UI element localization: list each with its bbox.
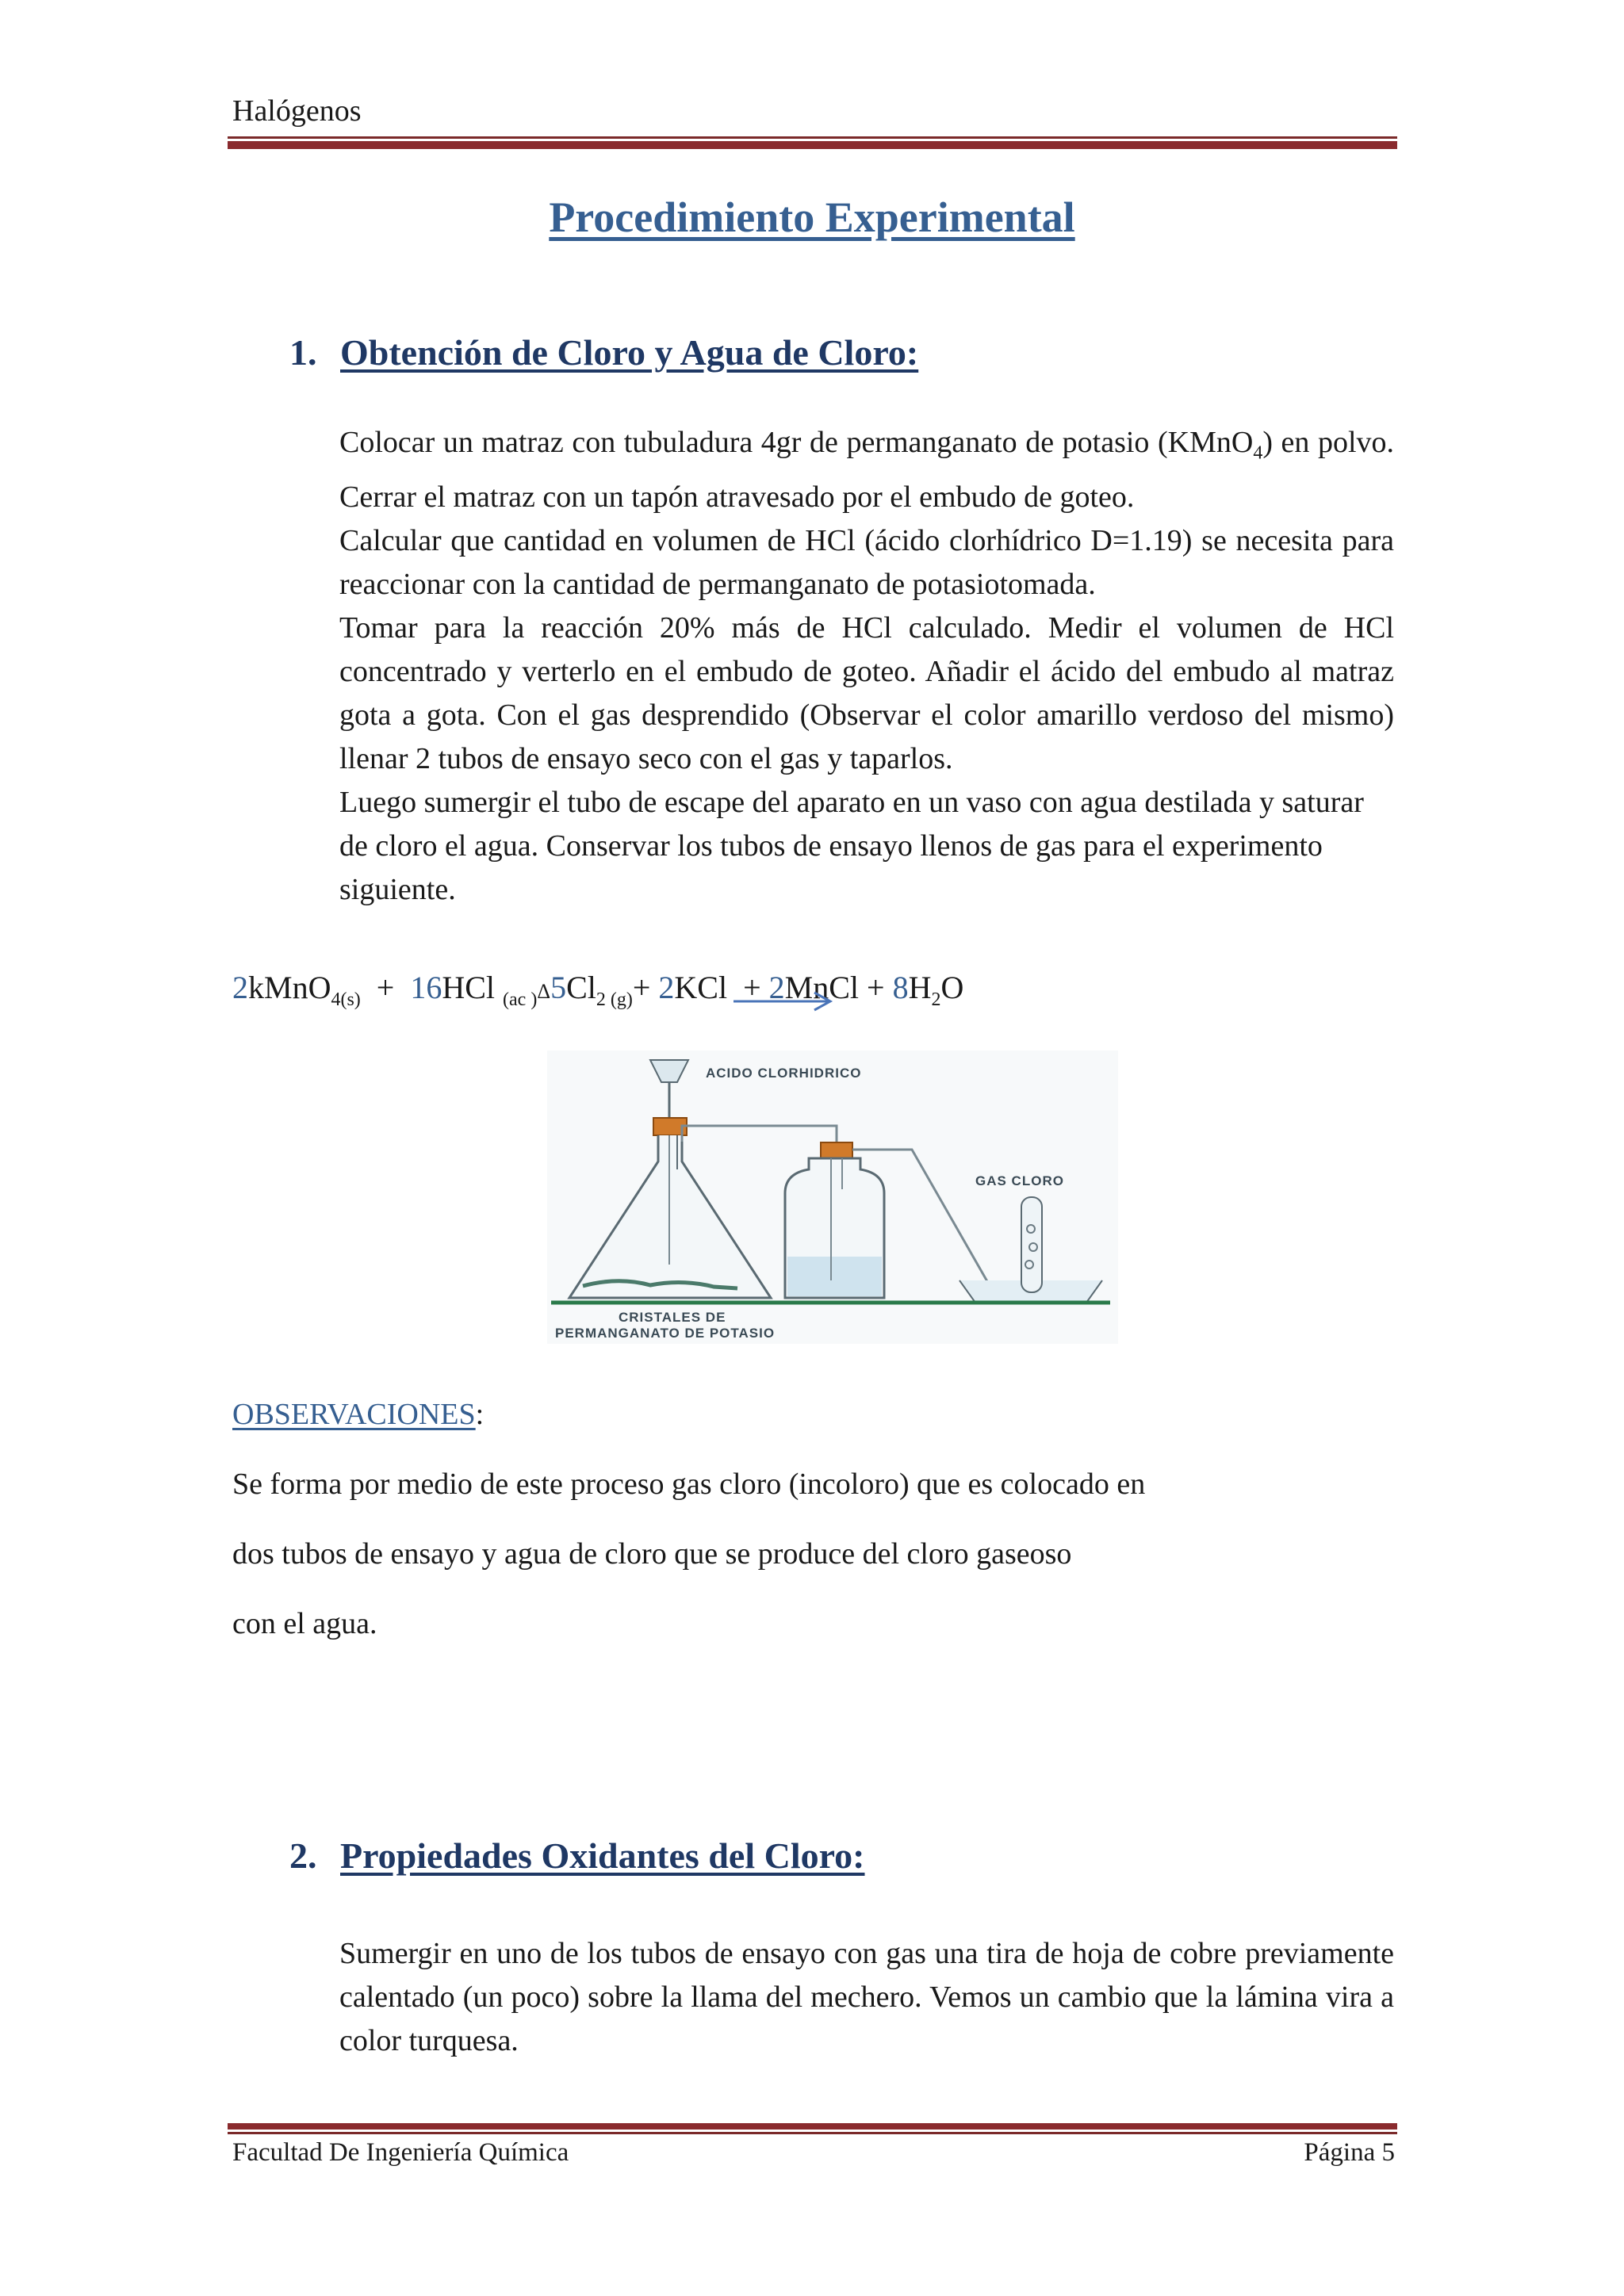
observation-line-2: dos tubos de ensayo y agua de cloro que se produce del cloro gaseoso	[232, 1537, 1072, 1571]
coefficient: 2	[658, 970, 675, 1005]
section-1-number: 1.	[289, 332, 317, 373]
label-hcl: ACIDO CLORHIDRICO	[706, 1066, 862, 1081]
footer-rule-thin	[228, 2132, 1397, 2134]
page-title: Procedimiento Experimental	[549, 193, 1075, 241]
formula: kMnO	[248, 970, 331, 1005]
section-1-heading	[289, 331, 918, 373]
operator: +	[632, 970, 659, 1005]
coefficient: 5	[550, 970, 567, 1005]
label-crystals-2: PERMANGANATO DE POTASIO	[555, 1326, 776, 1341]
formula: Cl	[566, 970, 596, 1005]
paragraph-text: Colocar un matraz con tubuladura 4gr de permanganato de potasio (KMnO	[339, 426, 1254, 459]
running-header: Halógenos	[232, 94, 362, 128]
paragraph: Sumergir en uno de los tubos de ensayo con gas una tira de hoja de cobre previamente calentado (un poco) sobre la llama del mechero. Vemos un cambio que la lámina vira a color turquesa.	[339, 1937, 1394, 2057]
paragraph: Calcular que cantidad en volumen de HCl (ácido clorhídrico D=1.19) se necesita para reaccionar con la cantidad de permanganato de potasiotomada.	[339, 523, 1394, 601]
formula: KCl +	[674, 970, 769, 1005]
subscript: 2 (g)	[596, 989, 633, 1010]
footer-institution: Facultad De Ingeniería Química	[232, 2138, 569, 2167]
delta-symbol: Δ	[537, 980, 551, 1003]
label-gas: GAS CLORO	[975, 1173, 1064, 1188]
coefficient: 8	[892, 970, 909, 1005]
subscript: 4(s)	[331, 989, 361, 1010]
observation-line-1: Se forma por medio de este proceso gas cloro (incoloro) que es colocado en	[232, 1468, 1146, 1501]
paragraph: Luego sumergir el tubo de escape del aparato en un vaso con agua destilada y saturar de cloro el agua. Conservar los tubos de ensayo llenos de gas para el experimento siguiente.	[339, 785, 1364, 906]
formula: H	[908, 970, 932, 1005]
formula: MnCl +	[784, 970, 893, 1005]
formula: HCl	[442, 970, 504, 1005]
header-rule-thin	[228, 136, 1397, 139]
section-2-number: 2.	[289, 1835, 317, 1876]
observations-label: OBSERVACIONES	[232, 1398, 476, 1431]
coefficient: 2	[768, 970, 785, 1005]
formula: O	[940, 970, 964, 1005]
chlorine-apparatus-figure	[547, 1050, 1118, 1344]
observations-heading	[232, 1397, 484, 1432]
paragraph	[339, 421, 1394, 519]
reaction-arrow-icon	[732, 989, 835, 1013]
subscript: 4	[1253, 442, 1263, 464]
section-2-heading	[289, 1835, 865, 1877]
paragraph: Tomar para la reacción 20% más de HCl calculado. Medir el volumen de HCl concentrado y verterlo en el embudo de goteo. Añadir el ácido del embudo al matraz gota a gota. Con el gas desprendido (Observar el color amarillo verdoso del mismo) llenar 2 tubos de ensayo seco con el gas y taparlos.	[339, 610, 1394, 775]
section-1-title: Obtención de Cloro y Agua de Cloro:	[340, 332, 919, 373]
paragraph-text: ) en polvo. Cerrar el matraz con un tapón atravesado por el embudo de goteo.	[339, 426, 1395, 514]
subscript: (ac )	[503, 989, 538, 1010]
chemical-equation	[232, 969, 963, 1011]
observation-line-3: con el agua.	[232, 1607, 377, 1640]
section-2-body	[339, 1932, 1394, 2063]
section-1-body	[339, 421, 1394, 912]
page-number: Página 5	[1304, 2138, 1395, 2167]
coefficient: 2	[232, 970, 248, 1005]
footer-rule-thick	[228, 2123, 1397, 2130]
section-2-title: Propiedades Oxidantes del Cloro:	[340, 1835, 865, 1876]
operator: +	[360, 970, 411, 1005]
colon: :	[475, 1398, 485, 1431]
header-rule-thick	[228, 141, 1397, 149]
coefficient: 16	[410, 970, 442, 1005]
subscript: 2	[931, 989, 941, 1010]
label-crystals-1: CRISTALES DE	[619, 1310, 726, 1325]
